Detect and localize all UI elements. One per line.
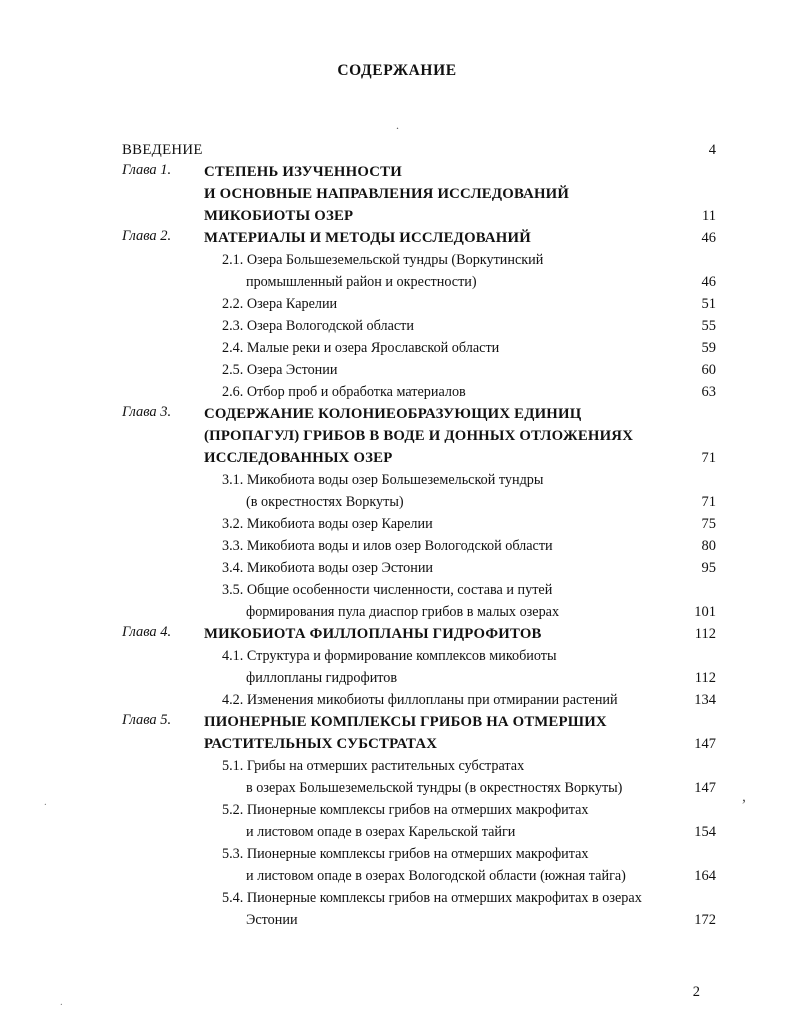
toc-entry[interactable]	[122, 228, 716, 249]
toc-entry[interactable]	[122, 426, 716, 447]
toc-page-number: 71	[701, 450, 716, 466]
toc-chapter-label: Глава 5.	[122, 712, 172, 728]
toc-entry-text: промышленный район и окрестности)	[246, 274, 477, 290]
toc-entry-text: 5.2. Пионерные комплексы грибов на отмерших макрофитах	[222, 802, 589, 818]
toc-entry-text: (ПРОПАГУЛ) ГРИБОВ В ВОДЕ И ДОННЫХ ОТЛОЖЕНИЯХ	[204, 428, 634, 444]
toc-entry[interactable]	[122, 756, 716, 777]
toc-entry[interactable]	[122, 668, 716, 689]
toc-entry-text: и листовом опаде в озерах Карельской тайги	[246, 824, 516, 840]
stray-mark-top: .	[396, 118, 399, 132]
toc-entry[interactable]	[122, 184, 716, 205]
toc-page-number: 147	[694, 780, 716, 796]
stray-mark-right: ,	[742, 788, 746, 805]
toc-entry[interactable]	[122, 294, 716, 315]
toc-page-number: 60	[701, 362, 716, 378]
toc-entry-text: и листовом опаде в озерах Вологодской области (южная тайга)	[246, 868, 626, 884]
toc-entry[interactable]	[122, 888, 716, 909]
toc-page-number: 46	[701, 230, 716, 246]
toc-page-number: 134	[694, 692, 716, 708]
toc-entry-text: 2.4. Малые реки и озера Ярославской области	[222, 340, 500, 356]
toc-entry[interactable]	[122, 580, 716, 601]
table-of-contents	[122, 140, 716, 932]
toc-entry-text: ИССЛЕДОВАННЫХ ОЗЕР	[204, 450, 393, 466]
toc-entry-text: СОДЕРЖАНИЕ КОЛОНИЕОБРАЗУЮЩИХ ЕДИНИЦ	[204, 406, 582, 422]
toc-entry[interactable]	[122, 382, 716, 403]
toc-entry[interactable]	[122, 910, 716, 931]
toc-page-number: 4	[708, 142, 716, 158]
stray-mark-left-upper: .	[44, 796, 47, 808]
toc-page-number: 147	[694, 736, 716, 752]
toc-entry[interactable]	[122, 404, 716, 425]
toc-entry[interactable]	[122, 206, 716, 227]
toc-page-number: 154	[694, 824, 716, 840]
toc-entry-text: 3.2. Микобиота воды озер Карелии	[222, 516, 433, 532]
toc-entry-text: 2.6. Отбор проб и обработка материалов	[222, 384, 466, 400]
toc-entry[interactable]	[122, 800, 716, 821]
toc-entry-text: МИКОБИОТЫ ОЗЕР	[204, 208, 354, 224]
toc-entry-text: И ОСНОВНЫЕ НАПРАВЛЕНИЯ ИССЛЕДОВАНИЙ	[204, 186, 570, 202]
toc-entry[interactable]	[122, 690, 716, 711]
toc-entry-text: (в окрестностях Воркуты)	[246, 494, 404, 510]
toc-chapter-label: Глава 3.	[122, 404, 172, 420]
toc-entry-text: 4.1. Структура и формирование комплексов микобиоты	[222, 648, 557, 664]
toc-entry-text: 5.4. Пионерные комплексы грибов на отмерших макрофитах в озерах	[222, 890, 642, 906]
toc-entry[interactable]	[122, 536, 716, 557]
toc-entry[interactable]	[122, 602, 716, 623]
toc-page-number: 51	[701, 296, 716, 312]
toc-entry-text: 3.3. Микобиота воды и илов озер Вологодской области	[222, 538, 553, 554]
toc-entry[interactable]	[122, 272, 716, 293]
toc-entry[interactable]	[122, 338, 716, 359]
toc-entry-text: РАСТИТЕЛЬНЫХ СУБСТРАТАХ	[204, 736, 438, 752]
toc-entry[interactable]	[122, 844, 716, 865]
stray-mark-left-lower: .	[60, 996, 63, 1008]
toc-page-number: 55	[701, 318, 716, 334]
toc-page-number: 80	[701, 538, 716, 554]
toc-entry-text: СТЕПЕНЬ ИЗУЧЕННОСТИ	[204, 164, 402, 180]
toc-entry-text: 3.4. Микобиота воды озер Эстонии	[222, 560, 434, 576]
toc-entry[interactable]	[122, 316, 716, 337]
toc-entry[interactable]	[122, 778, 716, 799]
toc-entry-text: 5.1. Грибы на отмерших растительных субстратах	[222, 758, 525, 774]
toc-entry[interactable]	[122, 558, 716, 579]
toc-page-number: 112	[694, 670, 716, 686]
toc-entry-text: 2.3. Озера Вологодской области	[222, 318, 414, 334]
toc-page-number: 172	[694, 912, 716, 928]
toc-entry-text: Эстонии	[246, 912, 298, 928]
toc-entry-text: ПИОНЕРНЫЕ КОМПЛЕКСЫ ГРИБОВ НА ОТМЕРШИХ	[204, 714, 607, 730]
toc-entry[interactable]	[122, 448, 716, 469]
toc-entry[interactable]	[122, 514, 716, 535]
page-title: СОДЕРЖАНИЕ	[337, 62, 457, 79]
toc-entry[interactable]	[122, 646, 716, 667]
toc-chapter-label: Глава 2.	[122, 228, 172, 244]
toc-entry[interactable]	[122, 624, 716, 645]
toc-entry[interactable]	[122, 492, 716, 513]
toc-page-number: 112	[694, 626, 716, 642]
toc-entry[interactable]	[122, 140, 716, 161]
toc-page-number: 63	[701, 384, 716, 400]
toc-entry[interactable]	[122, 734, 716, 755]
toc-entry[interactable]	[122, 712, 716, 733]
toc-chapter-label: Глава 1.	[122, 162, 172, 178]
toc-entry[interactable]	[122, 360, 716, 381]
toc-entry[interactable]	[122, 470, 716, 491]
toc-entry-text: филлопланы гидрофитов	[246, 670, 398, 686]
toc-page-number: 71	[701, 494, 716, 510]
toc-entry-text: МИКОБИОТА ФИЛЛОПЛАНЫ ГИДРОФИТОВ	[204, 626, 542, 642]
toc-entry-text: формирования пула диаспор грибов в малых озерах	[246, 604, 560, 620]
toc-entry[interactable]	[122, 162, 716, 183]
toc-entry-text: 3.5. Общие особенности численности, состава и путей	[222, 582, 553, 598]
toc-entry-text: в озерах Большеземельской тундры (в окрестностях Воркуты)	[246, 780, 623, 796]
toc-entry-text: МАТЕРИАЛЫ И МЕТОДЫ ИССЛЕДОВАНИЙ	[204, 230, 531, 246]
toc-entry-text: 2.1. Озера Большеземельской тундры (Воркутинский	[222, 252, 544, 268]
toc-entry-text: 3.1. Микобиота воды озер Большеземельской тундры	[222, 472, 544, 488]
footer-page-number: 2	[692, 984, 700, 1000]
toc-entry-text: 2.2. Озера Карелии	[222, 296, 338, 312]
toc-chapter-label: Глава 4.	[122, 624, 172, 640]
toc-entry[interactable]	[122, 250, 716, 271]
toc-page-number: 164	[694, 868, 716, 884]
toc-entry[interactable]	[122, 866, 716, 887]
toc-entry-text: 4.2. Изменения микобиоты филлопланы при отмирании растений	[222, 692, 618, 708]
toc-page-number: 46	[701, 274, 716, 290]
toc-entry[interactable]	[122, 822, 716, 843]
toc-page-number: 11	[702, 208, 716, 224]
toc-page-number: 101	[694, 604, 716, 620]
toc-page-number: 75	[701, 516, 716, 532]
toc-entry-text: 5.3. Пионерные комплексы грибов на отмерших макрофитах	[222, 846, 589, 862]
toc-entry-text: ВВЕДЕНИЕ	[122, 142, 203, 158]
toc-page-number: 59	[701, 340, 716, 356]
toc-entry-text: 2.5. Озера Эстонии	[222, 362, 338, 378]
toc-page-number: 95	[701, 560, 716, 576]
